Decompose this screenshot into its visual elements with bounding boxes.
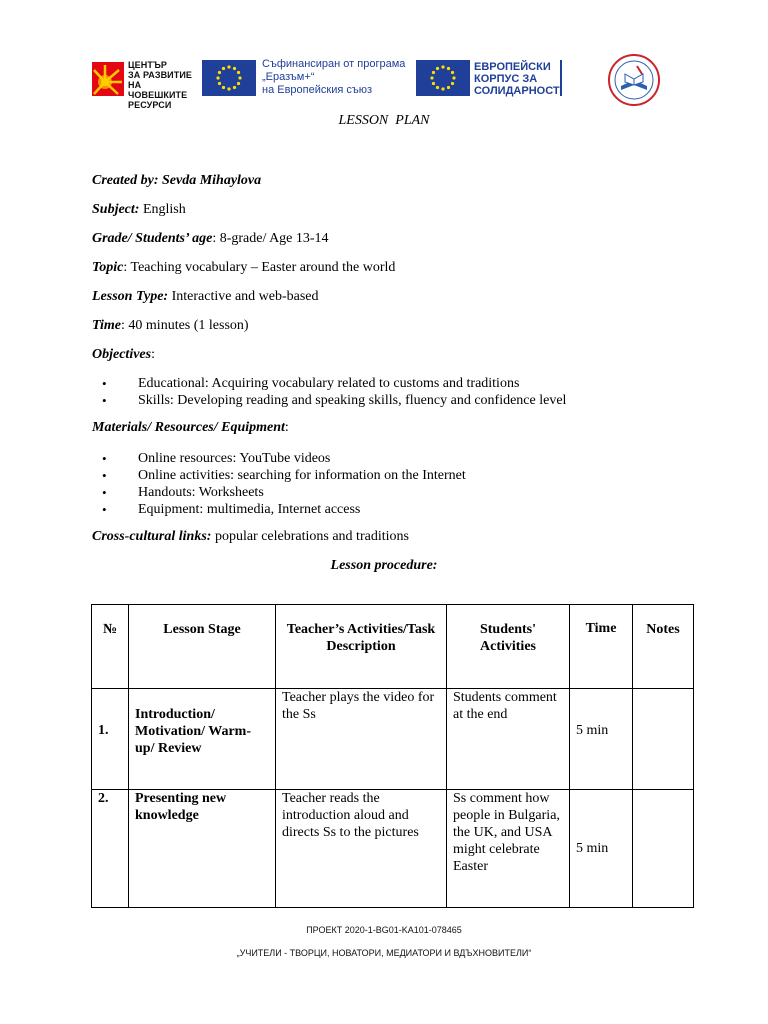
header-logos — [90, 52, 690, 108]
sun-icon — [92, 62, 124, 96]
row-time: 5 min — [570, 790, 633, 908]
time-field: Time: 40 minutes (1 lesson) — [92, 318, 249, 333]
list-item: • Online activities: searching for information on the Internet — [92, 467, 466, 484]
row-num: 2. — [92, 790, 129, 908]
row-teacher: Teacher plays the video for the Ss — [276, 689, 447, 790]
school-seal-icon — [606, 52, 662, 108]
topic-field: Topic: Teaching vocabulary – Easter around the world — [92, 260, 396, 275]
header-num: № — [92, 605, 129, 689]
header-time: Time — [570, 605, 633, 689]
materials-list — [92, 450, 466, 518]
subject-field: Subject: English — [92, 202, 186, 217]
row-notes — [633, 790, 694, 908]
row-students: Students comment at the end — [447, 689, 570, 790]
esc-logo-divider — [560, 60, 562, 96]
list-item: • Skills: Developing reading and speaking skills, fluency and confidence level — [92, 392, 566, 409]
row-num: 1. — [92, 689, 129, 790]
row-time: 5 min — [570, 689, 633, 790]
created-by: Created by: Sevda Mihaylova — [92, 173, 262, 188]
row-notes — [633, 689, 694, 790]
header-teacher: Teacher’s Activities/Task Description — [276, 605, 447, 689]
hrc-logo-text: ЦЕНТЪР ЗА РАЗВИТИЕ НА ЧОВЕШКИТЕ РЕСУРСИ — [128, 60, 193, 110]
row-students: Ss comment how people in Bulgaria, the UK, and USA might celebrate Easter — [447, 790, 570, 908]
hrc-logo — [90, 60, 202, 110]
row-stage: Introduction/ Motivation/ Warm-up/ Review — [129, 689, 276, 790]
list-item: • Online resources: YouTube videos — [92, 450, 466, 467]
page-title: LESSON PLAN — [338, 113, 430, 128]
project-slogan: „УЧИТЕЛИ - ТВОРЦИ, НОВАТОРИ, МЕДИАТОРИ И ВДЪХНОВИТЕЛИ“ — [236, 948, 532, 958]
row-teacher: Teacher reads the introduction aloud and directs Ss to the pictures — [276, 790, 447, 908]
list-item: • Handouts: Worksheets — [92, 484, 466, 501]
header-students: Students' Activities — [447, 605, 570, 689]
list-item: • Equipment: multimedia, Internet access — [92, 501, 466, 518]
table-header-row — [92, 605, 694, 689]
objectives-heading: Objectives: — [92, 347, 155, 362]
header-stage: Lesson Stage — [129, 605, 276, 689]
lesson-procedure-table — [91, 604, 694, 908]
objectives-list — [92, 375, 566, 409]
eu-flag-icon — [202, 60, 256, 96]
procedure-heading: Lesson procedure: — [330, 558, 438, 573]
esc-logo-text: ЕВРОПЕЙСКИ КОРПУС ЗА СОЛИДАРНОСТ — [474, 61, 560, 97]
erasmus-logo-text: Съфинансиран от програма „Еразъм+“ на Европейския съюз — [262, 58, 406, 96]
row-stage: Presenting new knowledge — [129, 790, 276, 908]
grade-field: Grade/ Students’ age: 8-grade/ Age 13-14 — [92, 231, 329, 246]
eu-flag-icon — [416, 60, 470, 96]
project-number: ПРОЕКТ 2020-1-BG01-KA101-078465 — [306, 925, 462, 935]
materials-heading: Materials/ Resources/ Equipment: — [92, 420, 289, 435]
table-row — [92, 689, 694, 790]
cross-cultural-field: Cross-cultural links: popular celebrations and traditions — [92, 529, 409, 544]
header-notes: Notes — [633, 605, 694, 689]
lesson-type-field: Lesson Type: Interactive and web-based — [92, 289, 319, 304]
list-item: • Educational: Acquiring vocabulary related to customs and traditions — [92, 375, 566, 392]
table-row — [92, 790, 694, 908]
